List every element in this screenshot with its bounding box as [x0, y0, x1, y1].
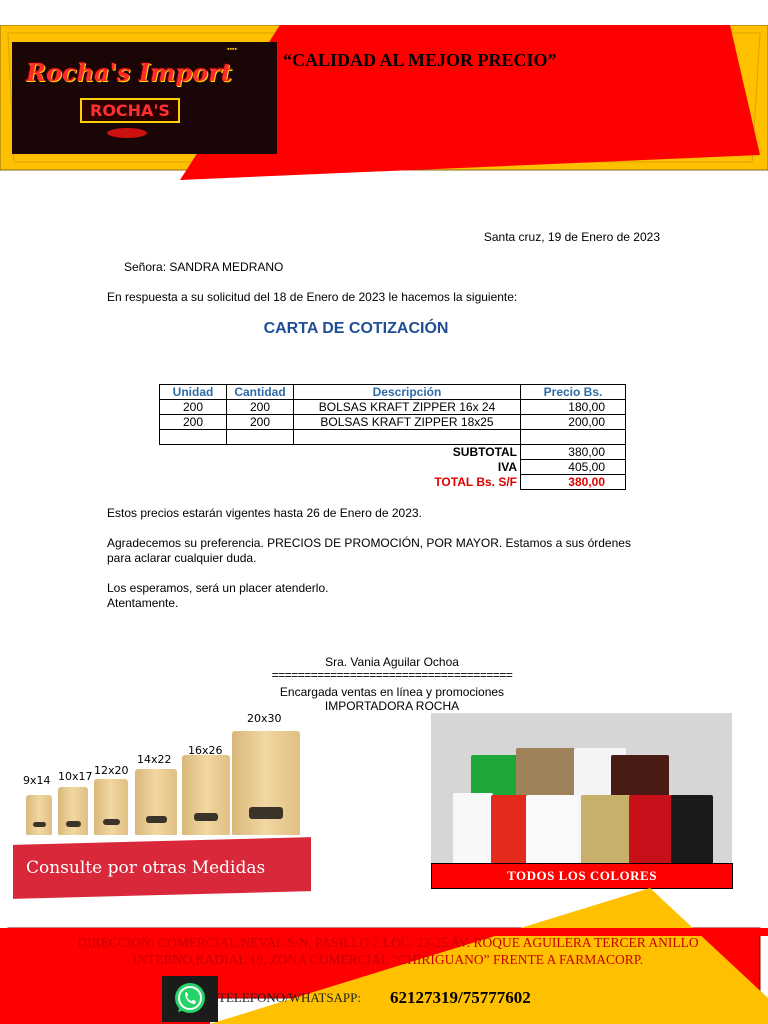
company-logo: [12, 42, 277, 154]
table-cell: BOLSAS KRAFT ZIPPER 18x25: [294, 415, 521, 430]
subtotal-value: 380,00: [521, 445, 626, 460]
signature-role: Encargada ventas en línea y promociones: [279, 685, 505, 699]
signature-rule: =====================================: [271, 668, 513, 682]
colors-banner: TODOS LOS COLORES: [431, 863, 733, 889]
size-label: 20x30: [247, 712, 282, 725]
bag-black: [671, 795, 713, 863]
document-title: CARTA DE COTIZACIÓN: [263, 320, 449, 337]
bag-dark-red: [629, 795, 675, 863]
column-header: Descripción: [294, 385, 521, 400]
table-cell: 200: [160, 400, 227, 415]
table-cell: 180,00: [521, 400, 626, 415]
bag-16x26: [182, 755, 230, 835]
place-date: Santa cruz, 19 de Enero de 2023: [483, 230, 660, 244]
table-cell: 200: [227, 415, 294, 430]
iva-label: IVA: [497, 460, 517, 474]
intro-text: En respuesta a su solicitud del 18 de Enero de 2023 le hacemos la siguiente:: [107, 290, 518, 304]
size-label: 9x14: [23, 774, 51, 787]
sombrero-icon: [107, 128, 147, 138]
bag-white: [453, 793, 493, 863]
bag-red: [491, 795, 531, 863]
bag-12x20: [94, 779, 128, 835]
regards: Atentamente.: [107, 596, 179, 610]
iva-row: [160, 460, 626, 475]
validity-text: Estos precios estarán vigentes hasta 26 de Enero de 2023.: [107, 506, 422, 520]
column-header: Precio Bs.: [521, 385, 626, 400]
bag-9x14: [26, 795, 52, 835]
table-cell: 200: [227, 400, 294, 415]
total-label: TOTAL Bs. S/F: [434, 475, 517, 489]
closing-line: Los esperamos, será un placer atenderlo.: [107, 581, 329, 595]
thanks-line-2: para aclarar cualquier duda.: [107, 551, 257, 565]
subtotal-label: SUBTOTAL: [452, 445, 517, 460]
table-cell: [521, 430, 626, 445]
thanks-line-1: Agradecemos su preferencia. PRECIOS DE PROMOCIÓN, POR MAYOR. Estamos a sus órdenes: [107, 536, 631, 550]
size-label: 10x17: [58, 770, 93, 783]
consult-text: Consulte por otras Medidas: [26, 858, 266, 878]
bag-white-front: [526, 795, 578, 863]
size-label: 12x20: [94, 764, 129, 777]
table-cell: [160, 430, 227, 445]
table-row-empty: [160, 430, 626, 445]
salutation: Señora: SANDRA MEDRANO: [124, 260, 284, 274]
bag-10x17: [58, 787, 88, 835]
total-value: 380,00: [521, 475, 626, 490]
logo-tag: ▪▪▪▪: [227, 46, 237, 53]
table-cell: BOLSAS KRAFT ZIPPER 16x 24: [294, 400, 521, 415]
bag-14x22: [135, 769, 177, 835]
size-label: 14x22: [137, 753, 172, 766]
table-cell: 200,00: [521, 415, 626, 430]
bag-20x30: [232, 731, 300, 835]
table-header-row: [160, 385, 626, 400]
subtotal-row: [160, 445, 626, 460]
quote-table: [159, 384, 626, 490]
whatsapp-icon: [162, 976, 218, 1022]
address-line-2: INTERNO,RADIAL 19, ZONA COMERCIAL “CHIRIGUANO” FRENTE A FARMACORP.: [132, 952, 644, 967]
column-header: Unidad: [160, 385, 227, 400]
phone-label: TELEFONO/WHATSAPP:: [218, 990, 362, 1005]
table-row: [160, 400, 626, 415]
kraft-bags-image: [18, 710, 308, 835]
phone-number: 62127319/75777602: [390, 988, 531, 1007]
address-line-1: DIRECCIÓN: COMERCIAL NEVAL S/N, PASILLO 2 LOC. 23-25 AV. ROQUE AGUILERA TERCER ANILLO: [77, 935, 699, 950]
table-row: [160, 415, 626, 430]
slogan: “CALIDAD AL MEJOR PRECIO”: [283, 50, 557, 70]
logo-subtitle: ROCHA'S: [80, 98, 180, 123]
signature-name: Sra. Vania Aguilar Ochoa: [325, 655, 459, 669]
column-header: Cantidad: [227, 385, 294, 400]
table-cell: [294, 430, 521, 445]
size-label: 16x26: [188, 744, 223, 757]
colored-bags-image: [431, 713, 732, 863]
bag-gold: [581, 795, 631, 863]
table-cell: [227, 430, 294, 445]
total-row: [160, 475, 626, 490]
iva-value: 405,00: [521, 460, 626, 475]
table-cell: 200: [160, 415, 227, 430]
logo-title: Rocha's Import: [26, 58, 232, 87]
signature-company: IMPORTADORA ROCHA: [324, 699, 460, 713]
